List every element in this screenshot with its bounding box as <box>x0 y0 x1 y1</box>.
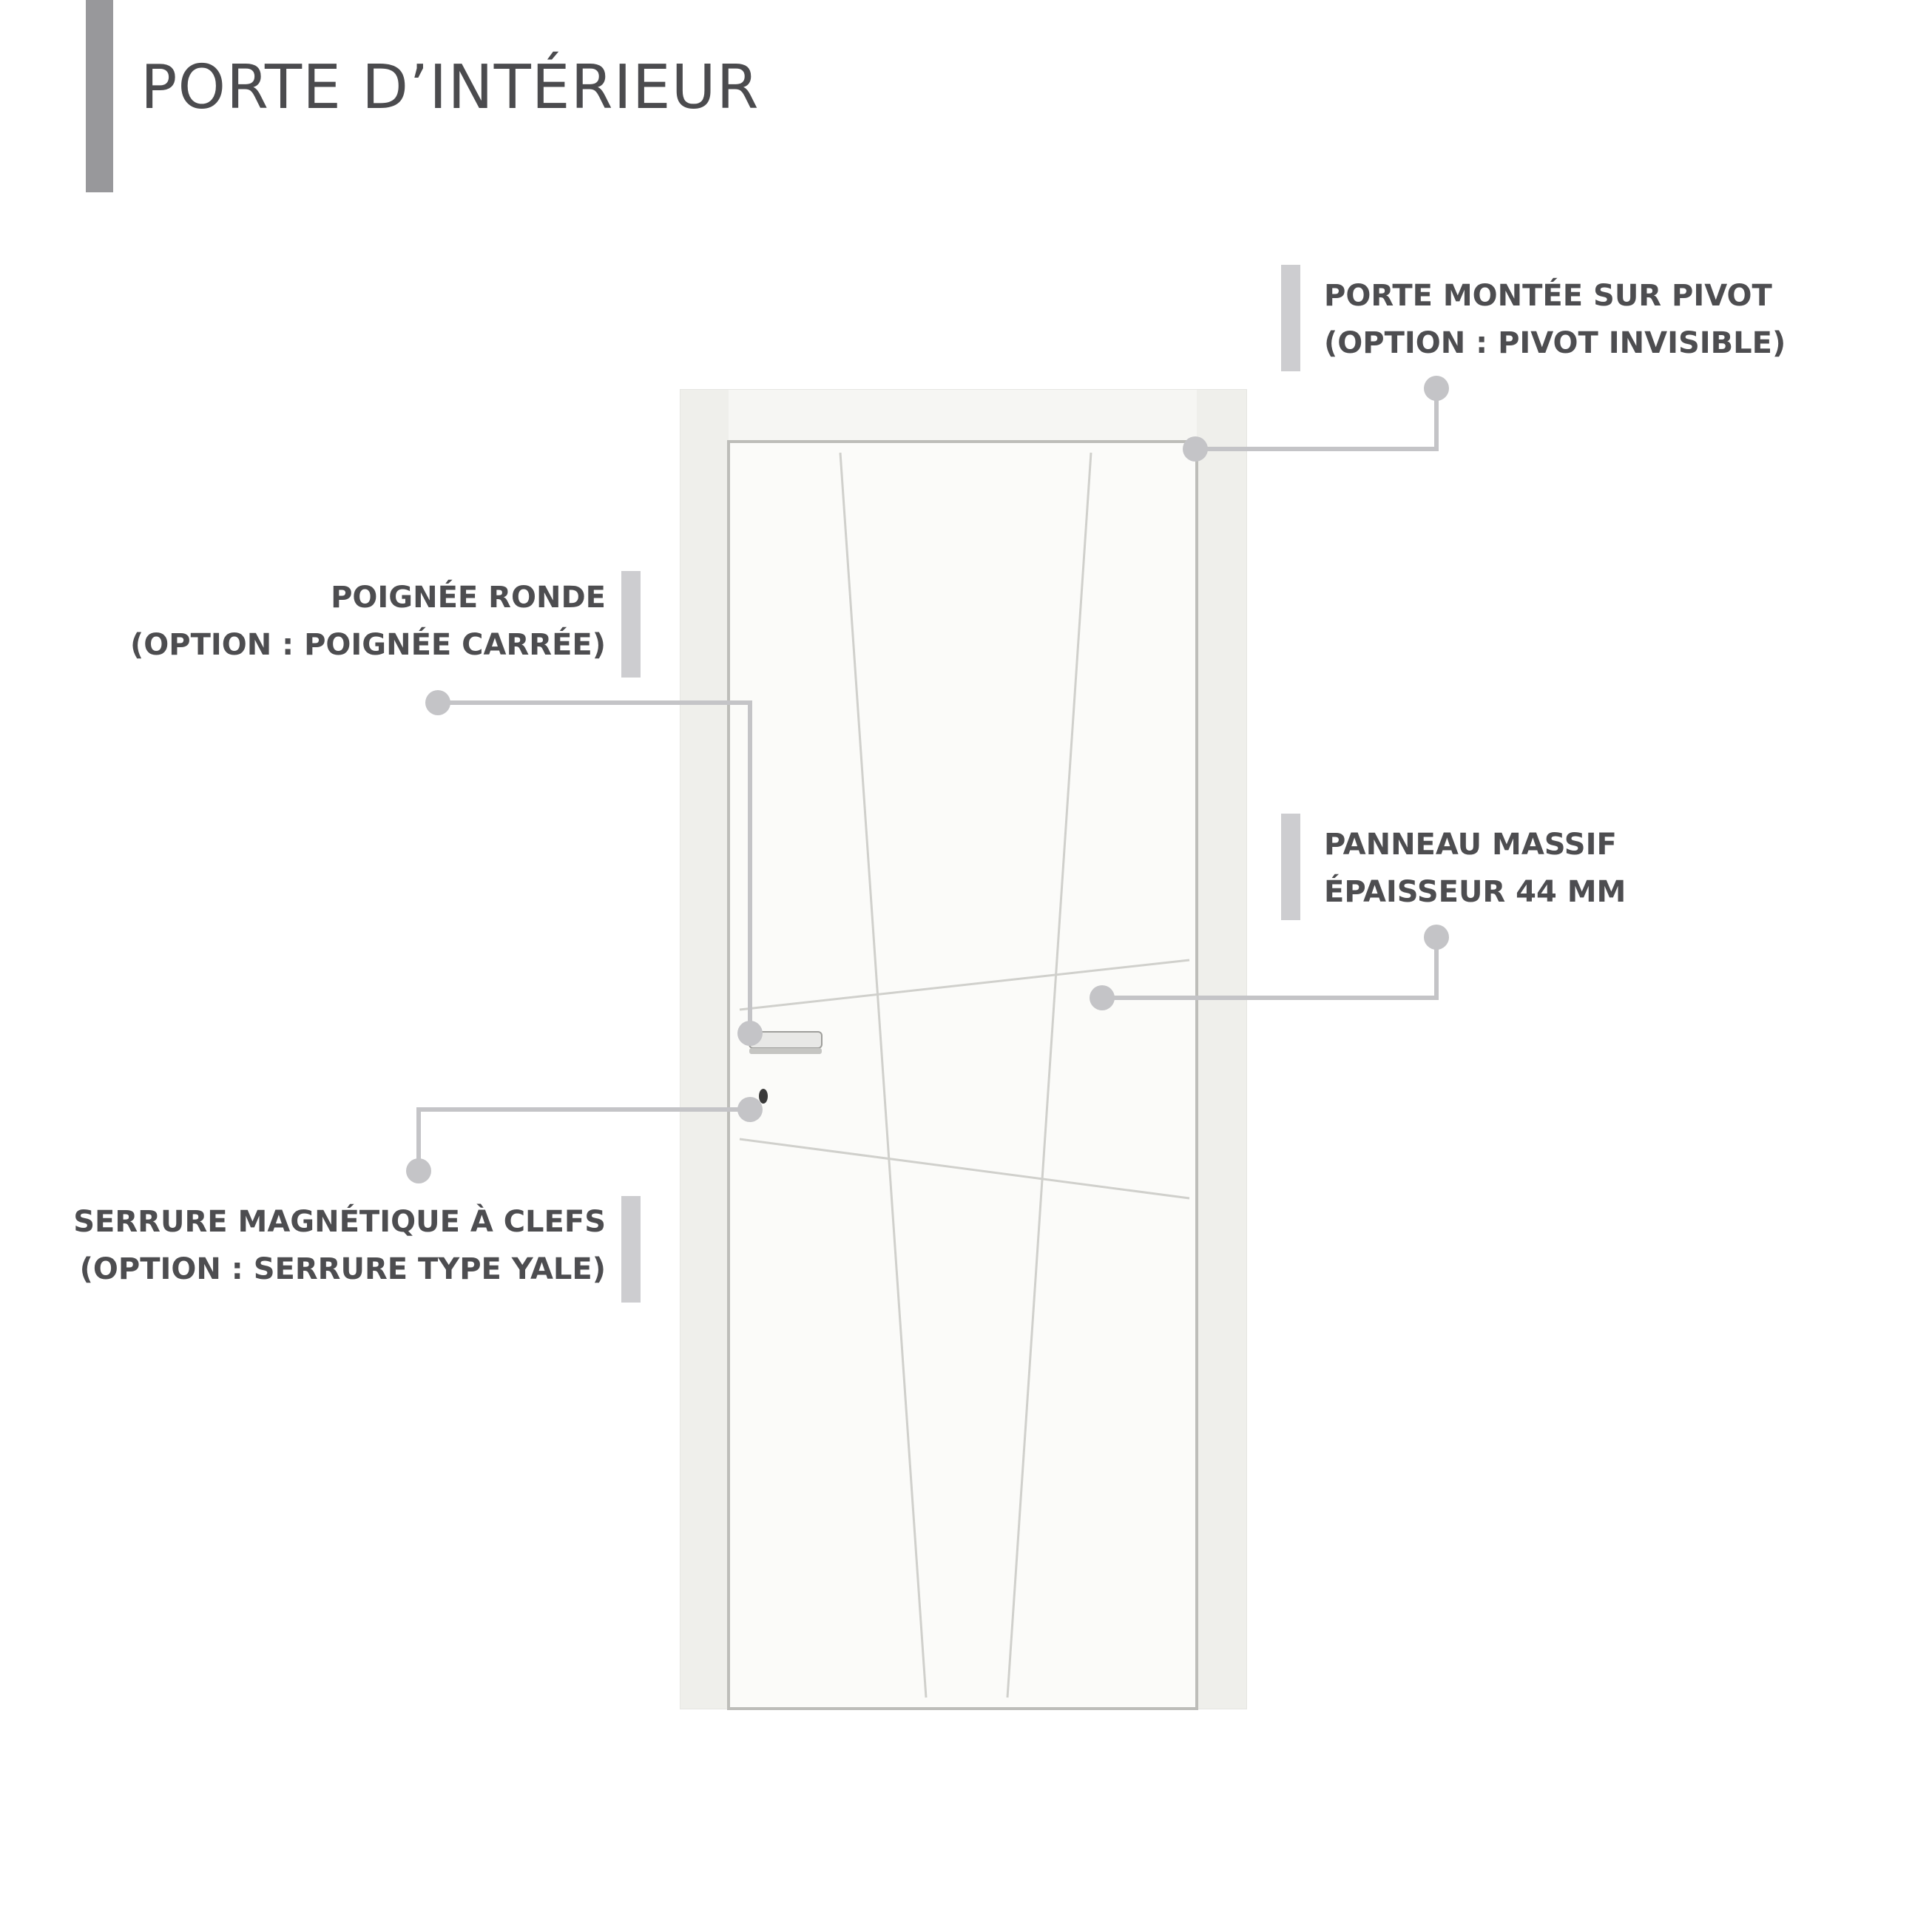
lock-callout-bar <box>621 1196 641 1303</box>
lock-callout-label <box>73 1198 606 1293</box>
dot-pivot-door <box>1183 436 1208 462</box>
handle-callout-line2: (OPTION : POIGNÉE CARRÉE) <box>129 628 606 662</box>
dot-pivot-label <box>1424 376 1449 401</box>
handle-callout-line1: POIGNÉE RONDE <box>331 581 606 615</box>
door-frame-left-jamb <box>680 390 729 1709</box>
pivot-callout-line2: (OPTION : PIVOT INVISIBLE) <box>1324 326 1786 360</box>
panel-callout-line1: PANNEAU MASSIF <box>1324 828 1617 862</box>
page-title: PORTE D’INTÉRIEUR <box>141 53 760 123</box>
door-frame-top-lintel <box>729 390 1197 442</box>
keyhole <box>759 1089 768 1104</box>
pivot-callout-bar <box>1281 265 1300 371</box>
door-frame-right-jamb <box>1197 390 1246 1709</box>
dot-handle-label <box>425 690 450 715</box>
dot-panel-label <box>1424 925 1449 950</box>
lock-callout-line1: SERRURE MAGNÉTIQUE À CLEFS <box>73 1205 606 1239</box>
lock-callout-line2: (OPTION : SERRURE TYPE YALE) <box>79 1252 606 1286</box>
pivot-callout-line1: PORTE MONTÉE SUR PIVOT <box>1324 279 1772 313</box>
dot-handle-door <box>737 1021 763 1046</box>
dot-panel-door <box>1090 985 1115 1010</box>
dot-lock-label <box>406 1158 431 1183</box>
handle-callout-bar <box>621 571 641 678</box>
dot-lock-door <box>737 1097 763 1122</box>
pivot-callout-label <box>1324 272 1786 367</box>
panel-callout-line2: ÉPAISSEUR 44 MM <box>1324 875 1627 909</box>
panel-callout-bar <box>1281 814 1300 920</box>
door-leaf <box>729 442 1197 1709</box>
handle-callout-label <box>130 574 606 669</box>
panel-callout-label <box>1324 821 1626 916</box>
